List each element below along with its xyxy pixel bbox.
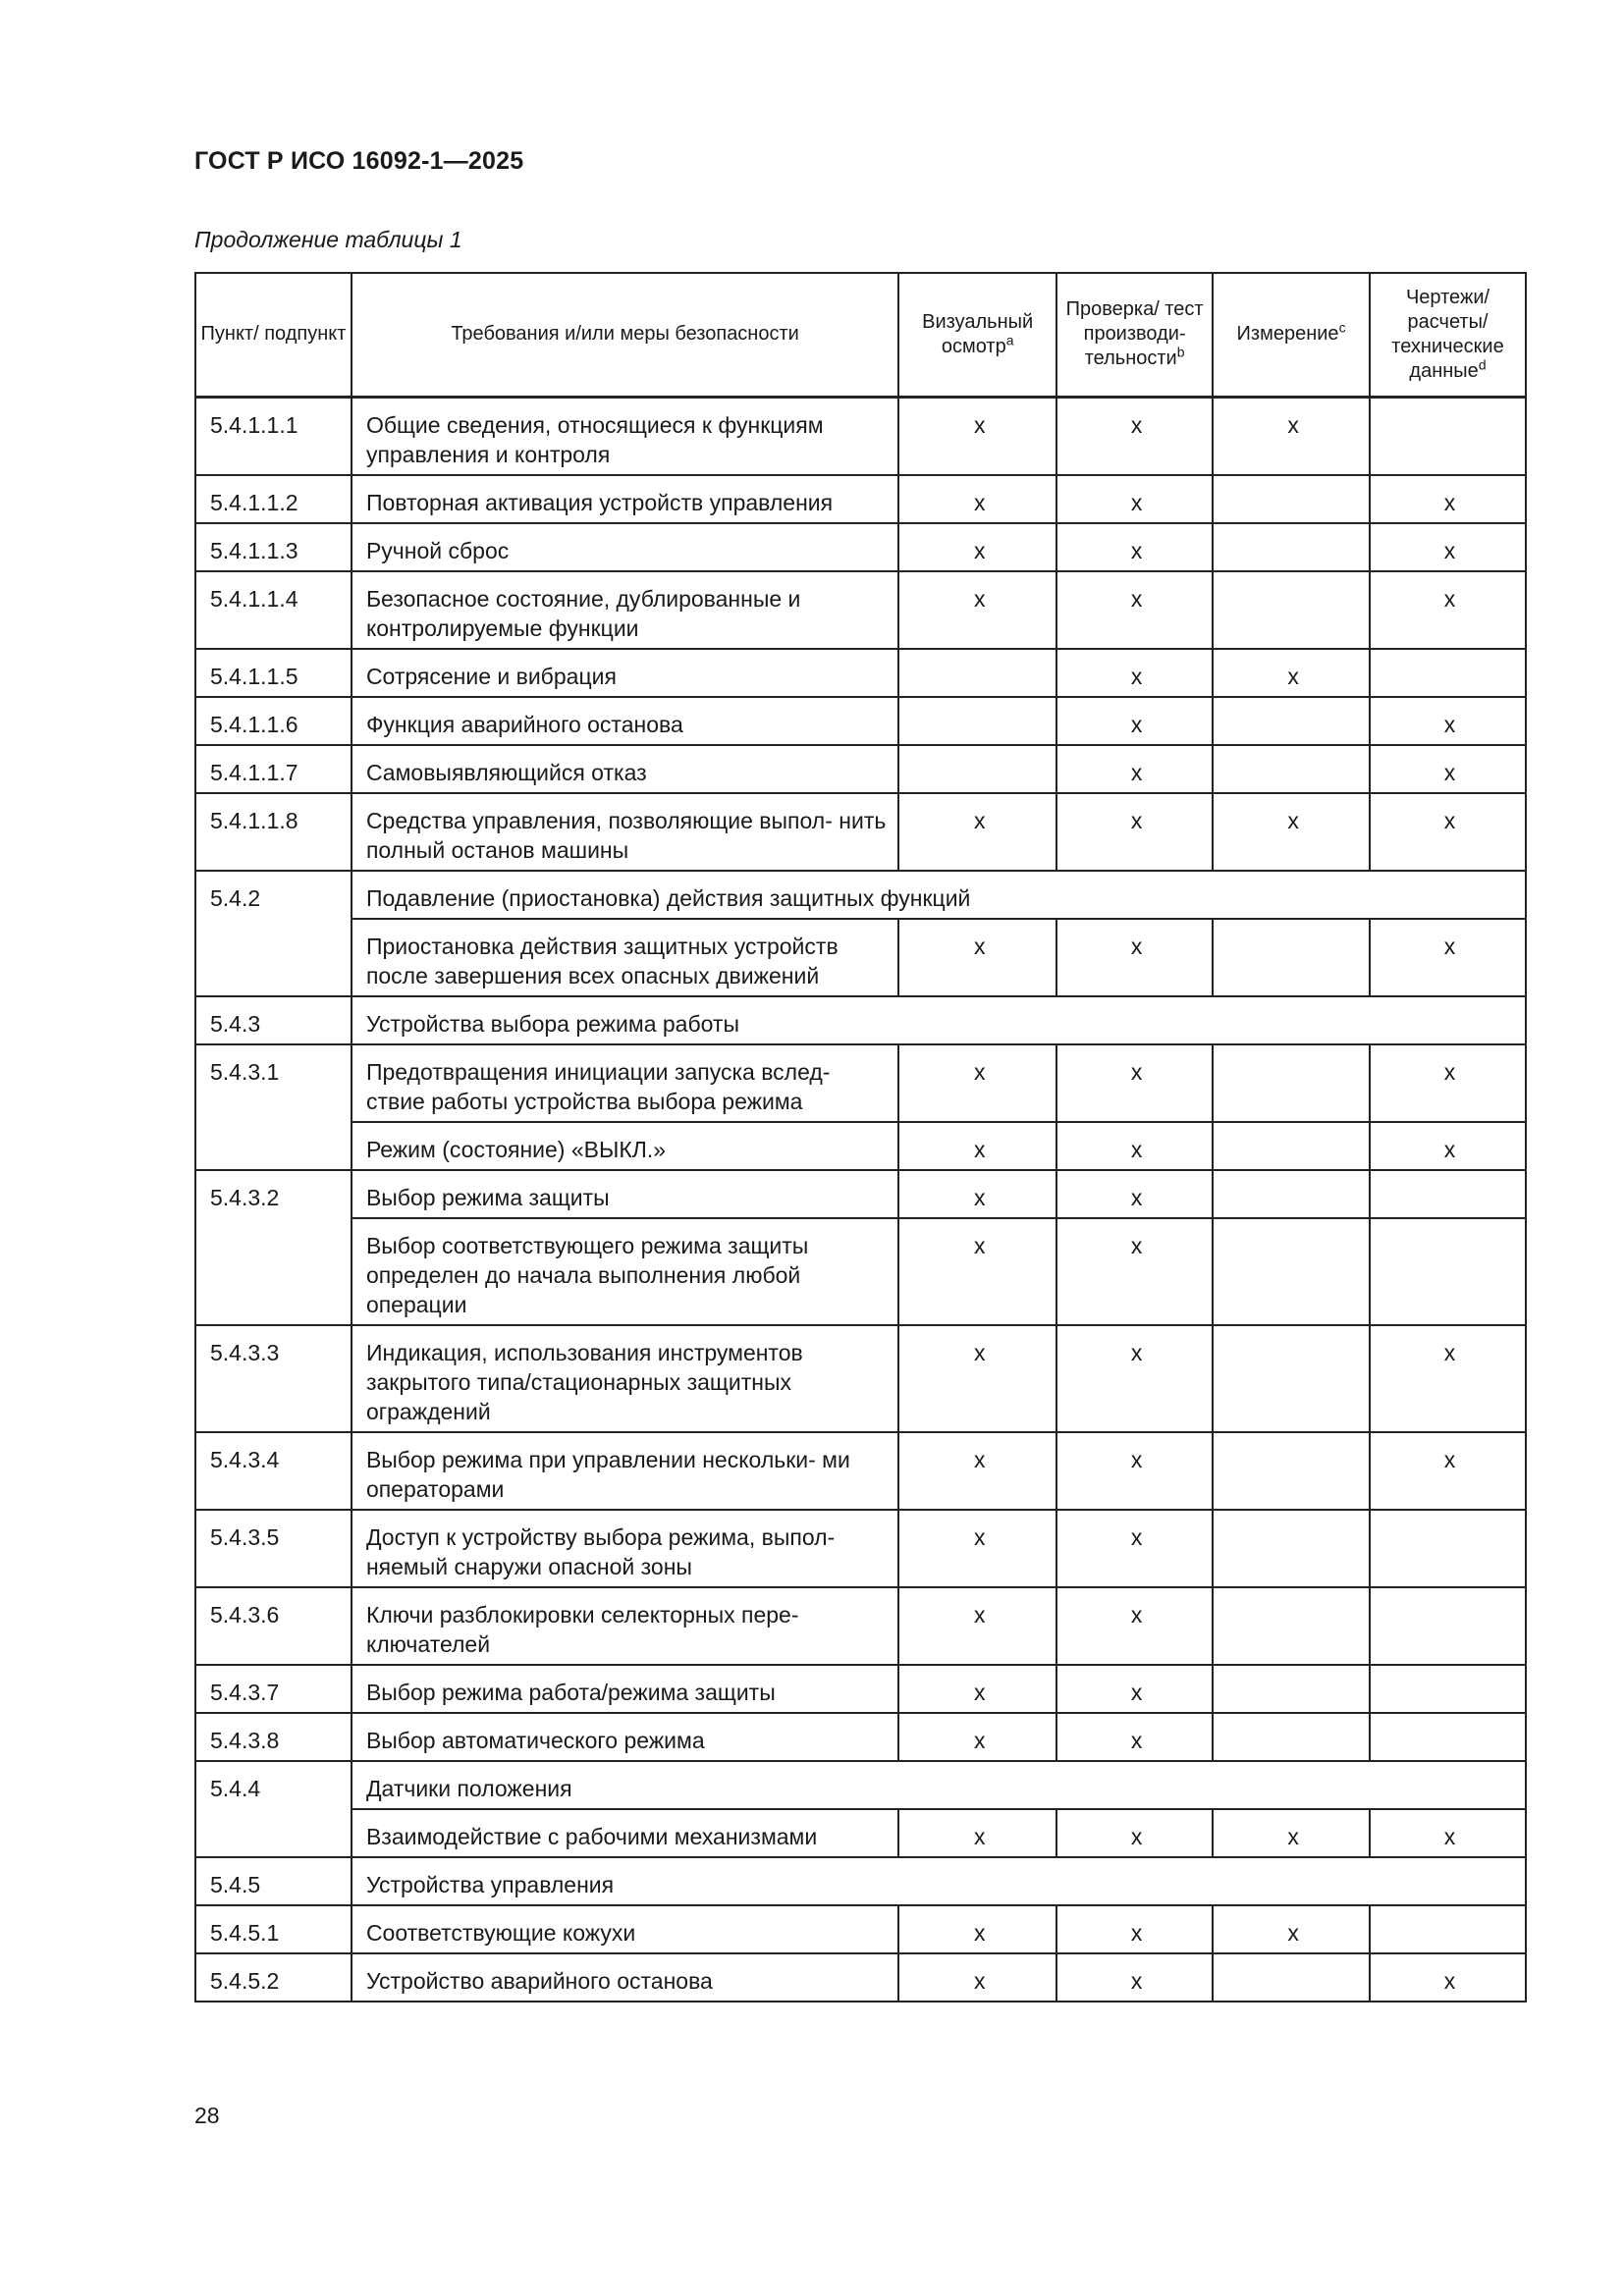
measurement-mark: [1213, 1044, 1370, 1122]
requirement-text: Выбор режима защиты: [352, 1170, 898, 1218]
column-label: Чертежи/ расчеты/ технические данные: [1391, 286, 1504, 382]
measurement-mark: [1213, 1218, 1370, 1325]
performance-test-mark: x: [1056, 1510, 1213, 1587]
table-row: [195, 475, 1526, 523]
performance-test-mark: x: [1056, 1122, 1213, 1170]
visual-inspection-mark: x: [898, 523, 1056, 571]
drawings-mark: x: [1370, 1122, 1526, 1170]
visual-inspection-mark: x: [898, 1587, 1056, 1665]
performance-test-mark: x: [1056, 697, 1213, 745]
requirement-text: Устройство аварийного останова: [352, 1953, 898, 2002]
visual-inspection-mark: x: [898, 1170, 1056, 1218]
drawings-mark: x: [1370, 1325, 1526, 1432]
table-section-row: [195, 1761, 1526, 1809]
table-section-row: [195, 996, 1526, 1044]
clause-number: 5.4.1.1.2: [195, 475, 352, 523]
requirement-text: Доступ к устройству выбора режима, выпол- няемый снаружи опасной зоны: [352, 1510, 898, 1587]
table-row: [195, 649, 1526, 697]
clause-number: 5.4.3: [195, 996, 352, 1044]
measurement-mark: x: [1213, 397, 1370, 475]
clause-number: 5.4.3.2: [195, 1170, 352, 1325]
clause-number: 5.4.3.6: [195, 1587, 352, 1665]
table-section-row: [195, 871, 1526, 919]
col-header-visual-inspection: [898, 273, 1056, 397]
column-label: Пункт/ подпункт: [200, 323, 347, 346]
requirement-text: Функция аварийного останова: [352, 697, 898, 745]
drawings-mark: x: [1370, 523, 1526, 571]
footnote-marker: b: [1176, 344, 1185, 360]
drawings-mark: x: [1370, 745, 1526, 793]
performance-test-mark: x: [1056, 1432, 1213, 1510]
performance-test-mark: x: [1056, 1953, 1213, 2002]
column-label: Визуальный осмотр: [922, 310, 1034, 357]
drawings-mark: [1370, 649, 1526, 697]
table-row: [195, 523, 1526, 571]
clause-number: 5.4.3.1: [195, 1044, 352, 1170]
visual-inspection-mark: x: [898, 1953, 1056, 2002]
clause-number: 5.4.5.1: [195, 1905, 352, 1953]
drawings-mark: [1370, 397, 1526, 475]
footnote-marker: c: [1338, 319, 1346, 336]
drawings-mark: [1370, 1905, 1526, 1953]
measurement-mark: [1213, 475, 1370, 523]
measurement-mark: [1213, 1432, 1370, 1510]
col-header-measurement: [1213, 273, 1370, 397]
clause-number: 5.4.2: [195, 871, 352, 996]
measurement-mark: [1213, 1325, 1370, 1432]
visual-inspection-mark: [898, 745, 1056, 793]
visual-inspection-mark: x: [898, 1809, 1056, 1857]
drawings-mark: [1370, 1510, 1526, 1587]
drawings-mark: [1370, 1713, 1526, 1761]
visual-inspection-mark: x: [898, 1325, 1056, 1432]
visual-inspection-mark: [898, 697, 1056, 745]
performance-test-mark: x: [1056, 1044, 1213, 1122]
table-row: [195, 1905, 1526, 1953]
measurement-mark: [1213, 1170, 1370, 1218]
visual-inspection-mark: x: [898, 1510, 1056, 1587]
measurement-mark: [1213, 697, 1370, 745]
performance-test-mark: x: [1056, 1587, 1213, 1665]
measurement-mark: x: [1213, 1809, 1370, 1857]
table-row: [195, 1044, 1526, 1122]
performance-test-mark: x: [1056, 1713, 1213, 1761]
requirement-text: Самовыявляющийся отказ: [352, 745, 898, 793]
drawings-mark: x: [1370, 697, 1526, 745]
col-header-drawings: [1370, 273, 1526, 397]
requirement-text: Ручной сброс: [352, 523, 898, 571]
requirement-text: Общие сведения, относящиеся к функциям управления и контроля: [352, 397, 898, 475]
table-row: [195, 919, 1526, 996]
table-row: [195, 1170, 1526, 1218]
table-row: [195, 697, 1526, 745]
measurement-mark: [1213, 523, 1370, 571]
table-row: [195, 1665, 1526, 1713]
performance-test-mark: x: [1056, 1218, 1213, 1325]
measurement-mark: [1213, 1713, 1370, 1761]
drawings-mark: x: [1370, 1953, 1526, 2002]
visual-inspection-mark: [898, 649, 1056, 697]
drawings-mark: [1370, 1665, 1526, 1713]
measurement-mark: [1213, 571, 1370, 649]
clause-number: 5.4.1.1.5: [195, 649, 352, 697]
measurement-mark: [1213, 1665, 1370, 1713]
visual-inspection-mark: x: [898, 1432, 1056, 1510]
performance-test-mark: x: [1056, 793, 1213, 871]
visual-inspection-mark: x: [898, 397, 1056, 475]
performance-test-mark: x: [1056, 523, 1213, 571]
performance-test-mark: x: [1056, 1325, 1213, 1432]
performance-test-mark: x: [1056, 397, 1213, 475]
drawings-mark: x: [1370, 919, 1526, 996]
requirement-text: Индикация, использования инструментов закрытого типа/стационарных защитных ограждений: [352, 1325, 898, 1432]
visual-inspection-mark: x: [898, 1122, 1056, 1170]
visual-inspection-mark: x: [898, 475, 1056, 523]
clause-number: 5.4.3.7: [195, 1665, 352, 1713]
performance-test-mark: x: [1056, 475, 1213, 523]
visual-inspection-mark: x: [898, 919, 1056, 996]
drawings-mark: x: [1370, 793, 1526, 871]
table-row: [195, 745, 1526, 793]
clause-number: 5.4.3.4: [195, 1432, 352, 1510]
visual-inspection-mark: x: [898, 571, 1056, 649]
measurement-mark: [1213, 1510, 1370, 1587]
requirement-text: Выбор соответствующего режима защиты определен до начала выполнения любой операции: [352, 1218, 898, 1325]
table-row: [195, 1809, 1526, 1857]
table-row: [195, 397, 1526, 475]
performance-test-mark: x: [1056, 745, 1213, 793]
col-header-requirements: [352, 273, 898, 397]
drawings-mark: [1370, 1587, 1526, 1665]
requirement-text: Сотрясение и вибрация: [352, 649, 898, 697]
drawings-mark: [1370, 1218, 1526, 1325]
measurement-mark: x: [1213, 649, 1370, 697]
table-row: [195, 1587, 1526, 1665]
table-row: [195, 793, 1526, 871]
requirement-text: Приостановка действия защитных устройств после завершения всех опасных движений: [352, 919, 898, 996]
table-row: [195, 1713, 1526, 1761]
footnote-marker: a: [1005, 332, 1014, 348]
requirement-text: Режим (состояние) «ВЫКЛ.»: [352, 1122, 898, 1170]
visual-inspection-mark: x: [898, 1713, 1056, 1761]
table-row: [195, 1953, 1526, 2002]
measurement-mark: [1213, 1587, 1370, 1665]
visual-inspection-mark: x: [898, 1665, 1056, 1713]
table-body: [195, 397, 1526, 2002]
drawings-mark: [1370, 1170, 1526, 1218]
requirement-text: Выбор автоматического режима: [352, 1713, 898, 1761]
column-label: Требования и/или меры безопасности: [451, 323, 799, 346]
clause-number: 5.4.1.1.4: [195, 571, 352, 649]
requirement-text: Повторная активация устройств управления: [352, 475, 898, 523]
drawings-mark: x: [1370, 475, 1526, 523]
table-row: [195, 1218, 1526, 1325]
clause-number: 5.4.1.1.7: [195, 745, 352, 793]
clause-number: 5.4.5: [195, 1857, 352, 1905]
footnote-marker: d: [1478, 356, 1487, 373]
section-heading: Подавление (приостановка) действия защитных функций: [352, 871, 1526, 919]
performance-test-mark: x: [1056, 1905, 1213, 1953]
performance-test-mark: x: [1056, 1809, 1213, 1857]
table-row: [195, 1510, 1526, 1587]
clause-number: 5.4.1.1.1: [195, 397, 352, 475]
clause-number: 5.4.5.2: [195, 1953, 352, 2002]
measurement-mark: [1213, 919, 1370, 996]
table-row: [195, 571, 1526, 649]
drawings-mark: x: [1370, 1432, 1526, 1510]
measurement-mark: x: [1213, 1905, 1370, 1953]
requirements-table: [194, 272, 1527, 2002]
requirement-text: Ключи разблокировки селекторных пере- ключателей: [352, 1587, 898, 1665]
measurement-mark: [1213, 1122, 1370, 1170]
page-number: 28: [194, 2103, 220, 2128]
requirement-text: Средства управления, позволяющие выпол- нить полный останов машины: [352, 793, 898, 871]
table-row: [195, 1432, 1526, 1510]
section-heading: Устройства управления: [352, 1857, 1526, 1905]
drawings-mark: x: [1370, 571, 1526, 649]
drawings-mark: x: [1370, 1809, 1526, 1857]
requirement-text: Выбор режима работа/режима защиты: [352, 1665, 898, 1713]
section-heading: Датчики положения: [352, 1761, 1526, 1809]
clause-number: 5.4.3.8: [195, 1713, 352, 1761]
col-header-performance-test: [1056, 273, 1213, 397]
clause-number: 5.4.3.3: [195, 1325, 352, 1432]
visual-inspection-mark: x: [898, 1905, 1056, 1953]
section-heading: Устройства выбора режима работы: [352, 996, 1526, 1044]
standard-title: ГОСТ Р ИСО 16092-1—2025: [194, 147, 524, 175]
column-label: Измерение: [1236, 323, 1339, 346]
measurement-mark: [1213, 1953, 1370, 2002]
requirement-text: Безопасное состояние, дублированные и контролируемые функции: [352, 571, 898, 649]
visual-inspection-mark: x: [898, 793, 1056, 871]
clause-number: 5.4.4: [195, 1761, 352, 1857]
table-header-row: [195, 273, 1526, 397]
table-caption: Продолжение таблицы 1: [194, 227, 462, 252]
clause-number: 5.4.1.1.8: [195, 793, 352, 871]
column-label: Проверка/ тест производи- тельности: [1065, 298, 1204, 370]
table-row: [195, 1325, 1526, 1432]
visual-inspection-mark: x: [898, 1218, 1056, 1325]
measurement-mark: x: [1213, 793, 1370, 871]
requirement-text: Взаимодействие с рабочими механизмами: [352, 1809, 898, 1857]
performance-test-mark: x: [1056, 919, 1213, 996]
clause-number: 5.4.3.5: [195, 1510, 352, 1587]
performance-test-mark: x: [1056, 649, 1213, 697]
requirement-text: Соответствующие кожухи: [352, 1905, 898, 1953]
table-section-row: [195, 1857, 1526, 1905]
col-header-clause: [195, 273, 352, 397]
performance-test-mark: x: [1056, 1665, 1213, 1713]
requirement-text: Предотвращения инициации запуска вслед- ствие работы устройства выбора режима: [352, 1044, 898, 1122]
clause-number: 5.4.1.1.3: [195, 523, 352, 571]
drawings-mark: x: [1370, 1044, 1526, 1122]
requirement-text: Выбор режима при управлении нескольки- ми операторами: [352, 1432, 898, 1510]
performance-test-mark: x: [1056, 1170, 1213, 1218]
performance-test-mark: x: [1056, 571, 1213, 649]
visual-inspection-mark: x: [898, 1044, 1056, 1122]
clause-number: 5.4.1.1.6: [195, 697, 352, 745]
table-row: [195, 1122, 1526, 1170]
measurement-mark: [1213, 745, 1370, 793]
